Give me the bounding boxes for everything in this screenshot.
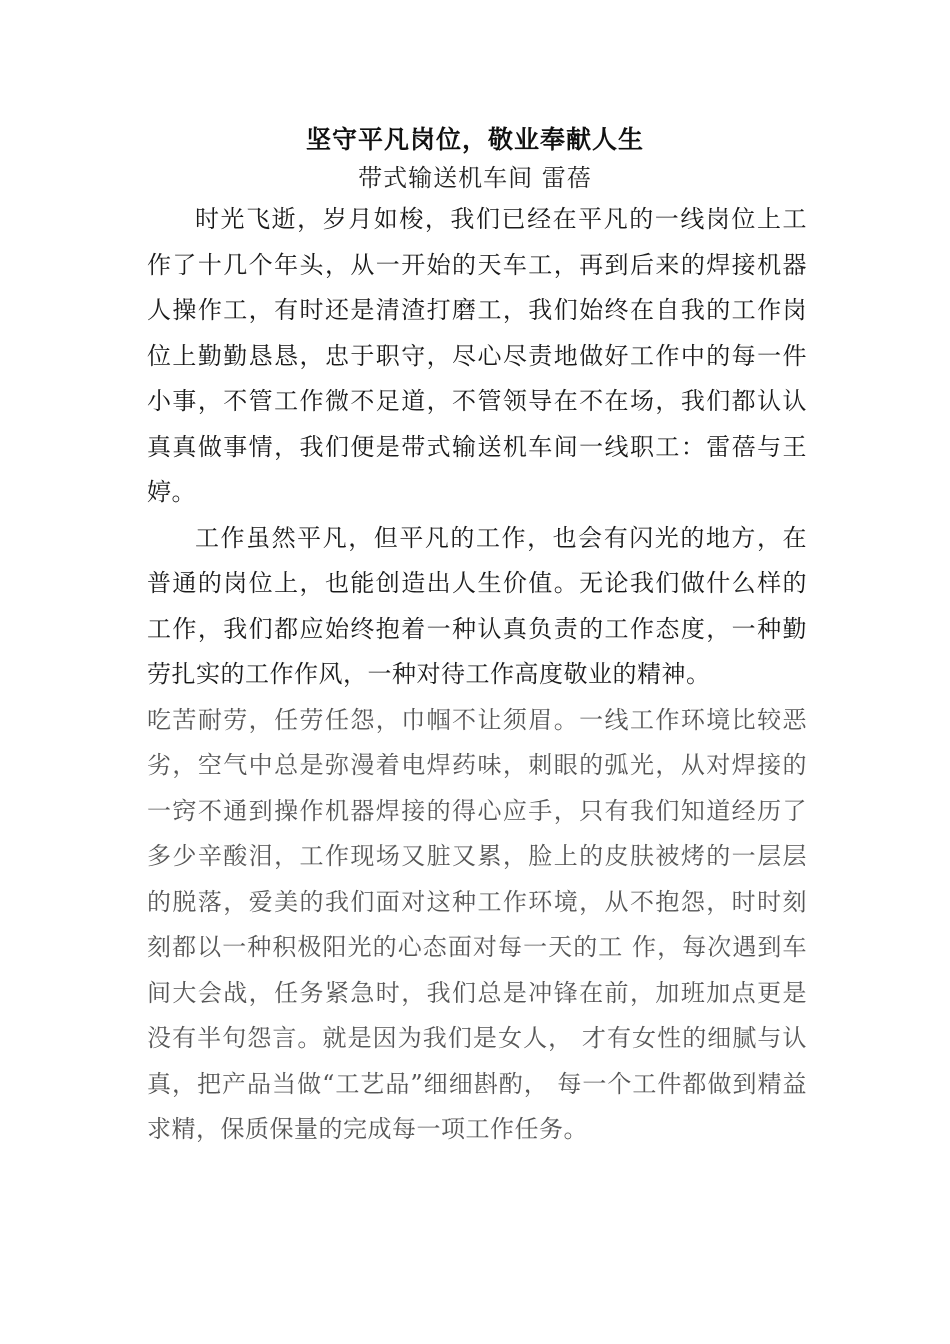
paragraph-2: 工作虽然平凡，但平凡的工作，也会有闪光的地方，在普通的岗位上，也能创造出人生价值。无论我们做什么样的工作，我们都应始终抱着一种认真负责的工作态度，一种勤劳扎实的工作作风，一种对待工作高度敬业的精神。 bbox=[147, 523, 807, 688]
paragraph-3: 吃苦耐劳，任劳任怨，巾帼不让须眉。一线工作环境比较恶劣，空气中总是弥漫着电焊药味，刺眼的弧光，从对焊接的一窍不通到操作机器焊接的得心应手，只有我们知道经历了多少辛酸泪，工作现场又脏又累，脸上的皮肤被烤的一层层的脱落，爱美的我们面对这种工作环境，从不抱怨，时时刻刻都以一种积极阳光的心态面对每一天的工 作，每次遇到车间大会战，任务紧急时，我们总是冲锋在前，加班加点更是没有半句怨言。就是因为我们是女人， 才有女性的细腻与认真，把产品当做“工艺品”细细斟酌， 每一个工件都做到精益求精，保质保量的完成每一项工作任务。 bbox=[147, 705, 807, 1143]
paragraph-1: 时光飞逝，岁月如梭，我们已经在平凡的一线岗位上工作了十几个年头，从一开始的天车工，再到后来的焊接机器人操作工，有时还是清渣打磨工，我们始终在自我的工作岗位上勤勤恳恳，忠于职守，尽心尽责地做好工作中的每一件小事，不管工作微不足道，不管领导在不在场，我们都认认真真做事情，我们便是带式输送机车间一线职工：雷蓓与王婷。 bbox=[147, 205, 807, 506]
document-title: 坚守平凡岗位，敬业奉献人生 bbox=[305, 125, 644, 154]
document-body bbox=[147, 197, 807, 1153]
document-byline: 带式输送机车间 雷蓓 bbox=[358, 164, 592, 192]
